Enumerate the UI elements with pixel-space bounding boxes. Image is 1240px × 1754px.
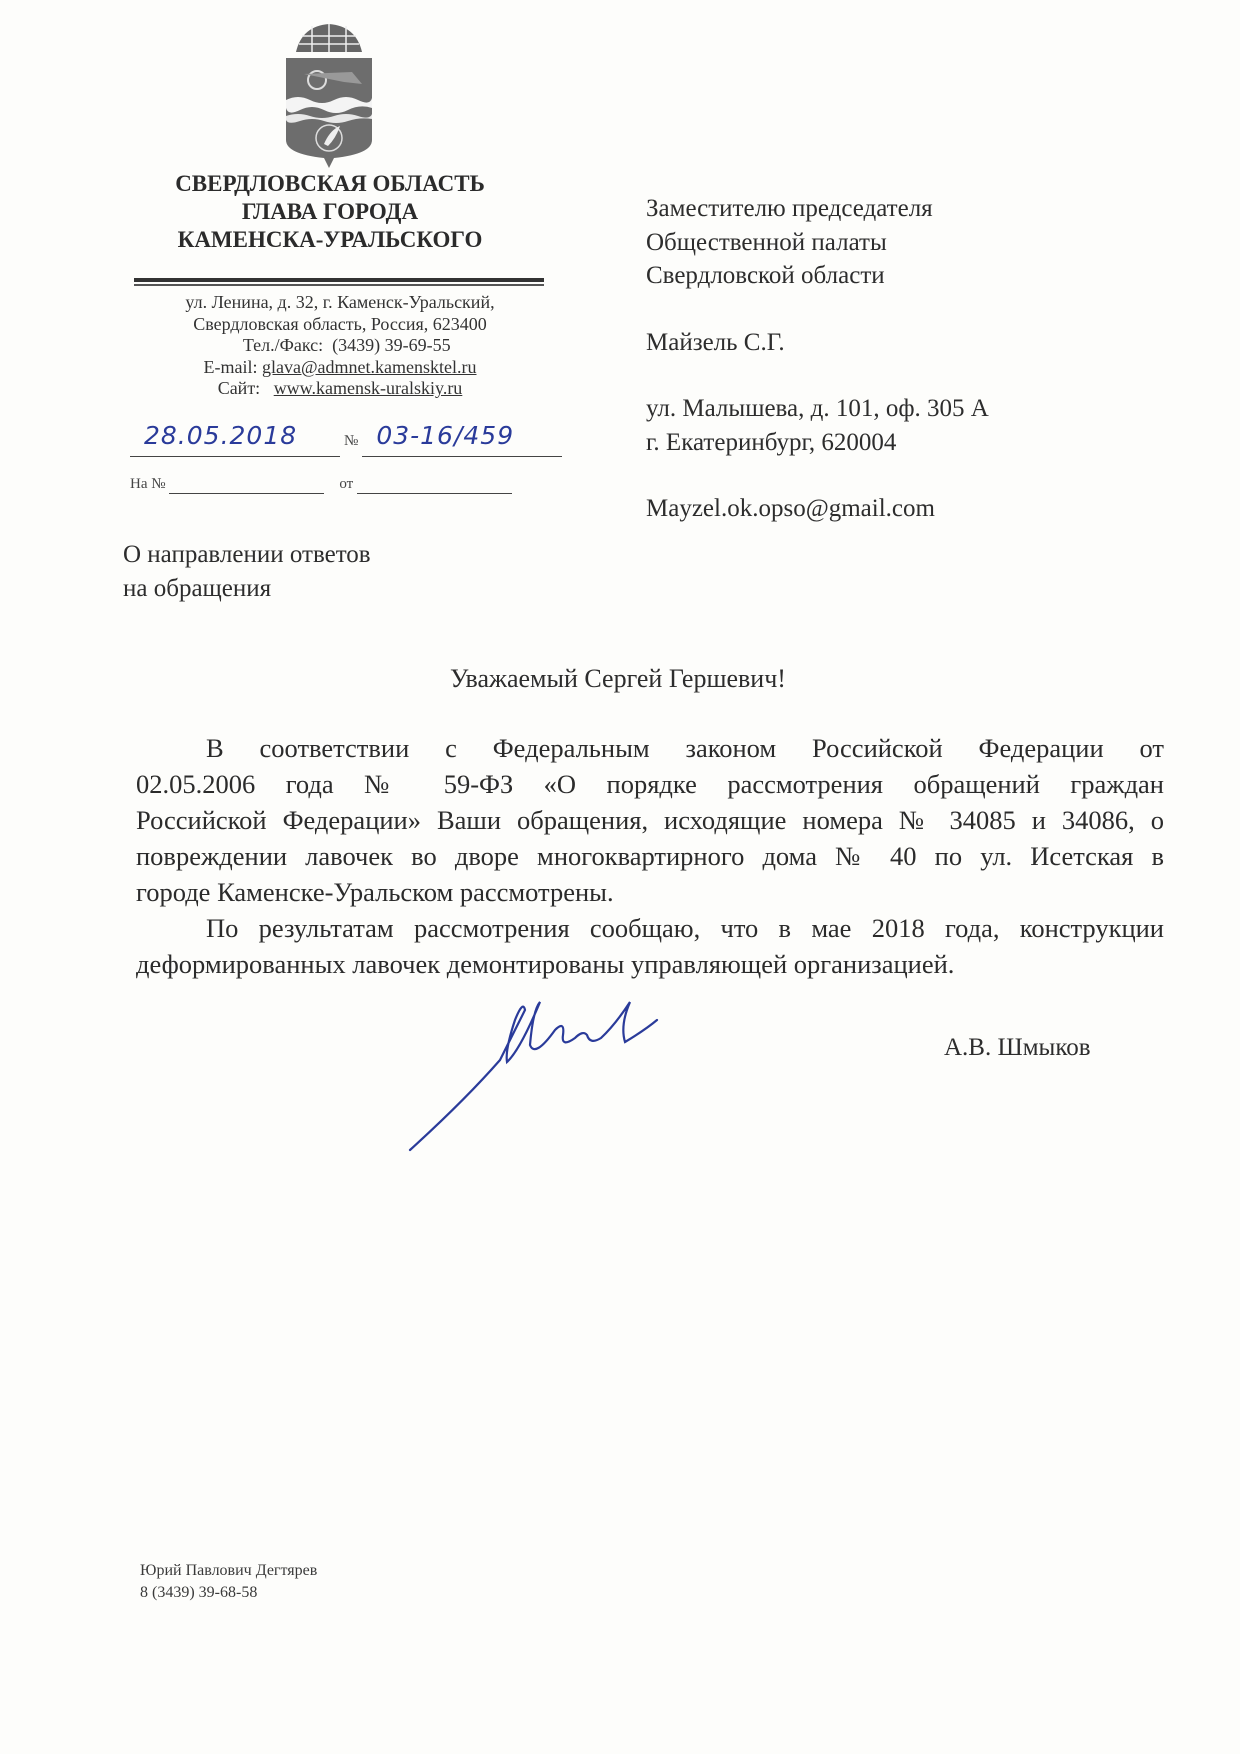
handwritten-date: 28.05.2018 [144,421,298,450]
subject-line: на обращения [123,575,272,602]
body-line: В соответствии с Федеральным законом Российской Федерации от [206,733,1164,763]
number-label: № [344,433,359,449]
recipient-block [646,192,989,526]
org-line: СВЕРДЛОВСКАЯ ОБЛАСТЬ [175,171,485,196]
greeting: Уважаемый Сергей Гершевич! [450,664,786,693]
sender-email [130,357,550,379]
executor-name: Юрий Павлович Дегтярев [140,1562,318,1579]
org-line: ГЛАВА ГОРОДА [241,199,419,224]
email-label: E-mail: [203,356,258,377]
signer-name: А.В. Шмыков [944,1034,1091,1061]
outgoing-date-number [130,420,590,456]
sender-phone [130,335,550,357]
subject-line: О направлении ответов [123,541,371,568]
sender-contacts [130,292,550,400]
body-line: деформированных лавочек демонтированы управляющей организацией. [136,949,955,979]
letter-subject [123,538,371,606]
recipient-address: ул. Малышева, д. 101, оф. 305 А [646,395,989,422]
org-line: КАМЕНСКА-УРАЛЬСКОГО [177,227,483,252]
recipient-line: Свердловской области [646,262,885,289]
recipient-city: г. Екатеринбург, 620004 [646,428,897,456]
recipient-email: Mayzel.ok.opso@gmail.com [646,495,935,522]
ref-number-field [169,478,324,494]
body-line: Российской Федерации» Ваши обращения, исходящие номера № 34085 и 34086, о [136,805,1164,835]
sender-address-line: Свердловская область, Россия, 623400 [193,313,487,334]
number-field [362,420,562,457]
header-divider [134,278,544,286]
site-link[interactable]: www.kamensk-uralskiy.ru [273,378,463,398]
body-line: городе Каменске-Уральском рассмотрены. [136,877,614,907]
organization-title [130,170,530,254]
body-line: По результатам рассмотрения сообщаю, что в мае 2018 года, конструкции [206,913,1164,943]
recipient-line: Общественной палаты [646,228,887,256]
email-link[interactable]: glava@admnet.kamensktel.ru [261,356,477,377]
sender-site [130,378,550,400]
handwritten-signature [405,990,725,1160]
body-line: повреждении лавочек во дворе многоквартирного дома № 40 по ул. Исетская в [136,841,1164,871]
handwritten-number: 03-16/459 [376,421,515,450]
ref-from-label: от [339,476,354,492]
ref-label: На № [130,476,166,492]
recipient-line: Заместителю председателя [646,195,933,222]
city-coat-of-arms-logo [282,22,376,170]
executor-phone: 8 (3439) 39-68-58 [140,1584,258,1601]
ref-date-field [357,478,512,494]
site-label: Сайт: [217,378,261,398]
executor-info [140,1560,317,1604]
recipient-name: Майзель С.Г. [646,328,785,356]
letter-body [136,730,1164,982]
sender-address-line: ул. Ленина, д. 32, г. Каменск-Уральский, [185,292,495,312]
date-field [130,420,340,457]
phone-label: Тел./Факс: [242,335,324,355]
reference-line [130,474,512,494]
body-line: 02.05.2006 года № 59-ФЗ «О порядке рассмотрения обращений граждан [136,769,1164,799]
phone-value: (3439) 39-69-55 [332,335,451,355]
